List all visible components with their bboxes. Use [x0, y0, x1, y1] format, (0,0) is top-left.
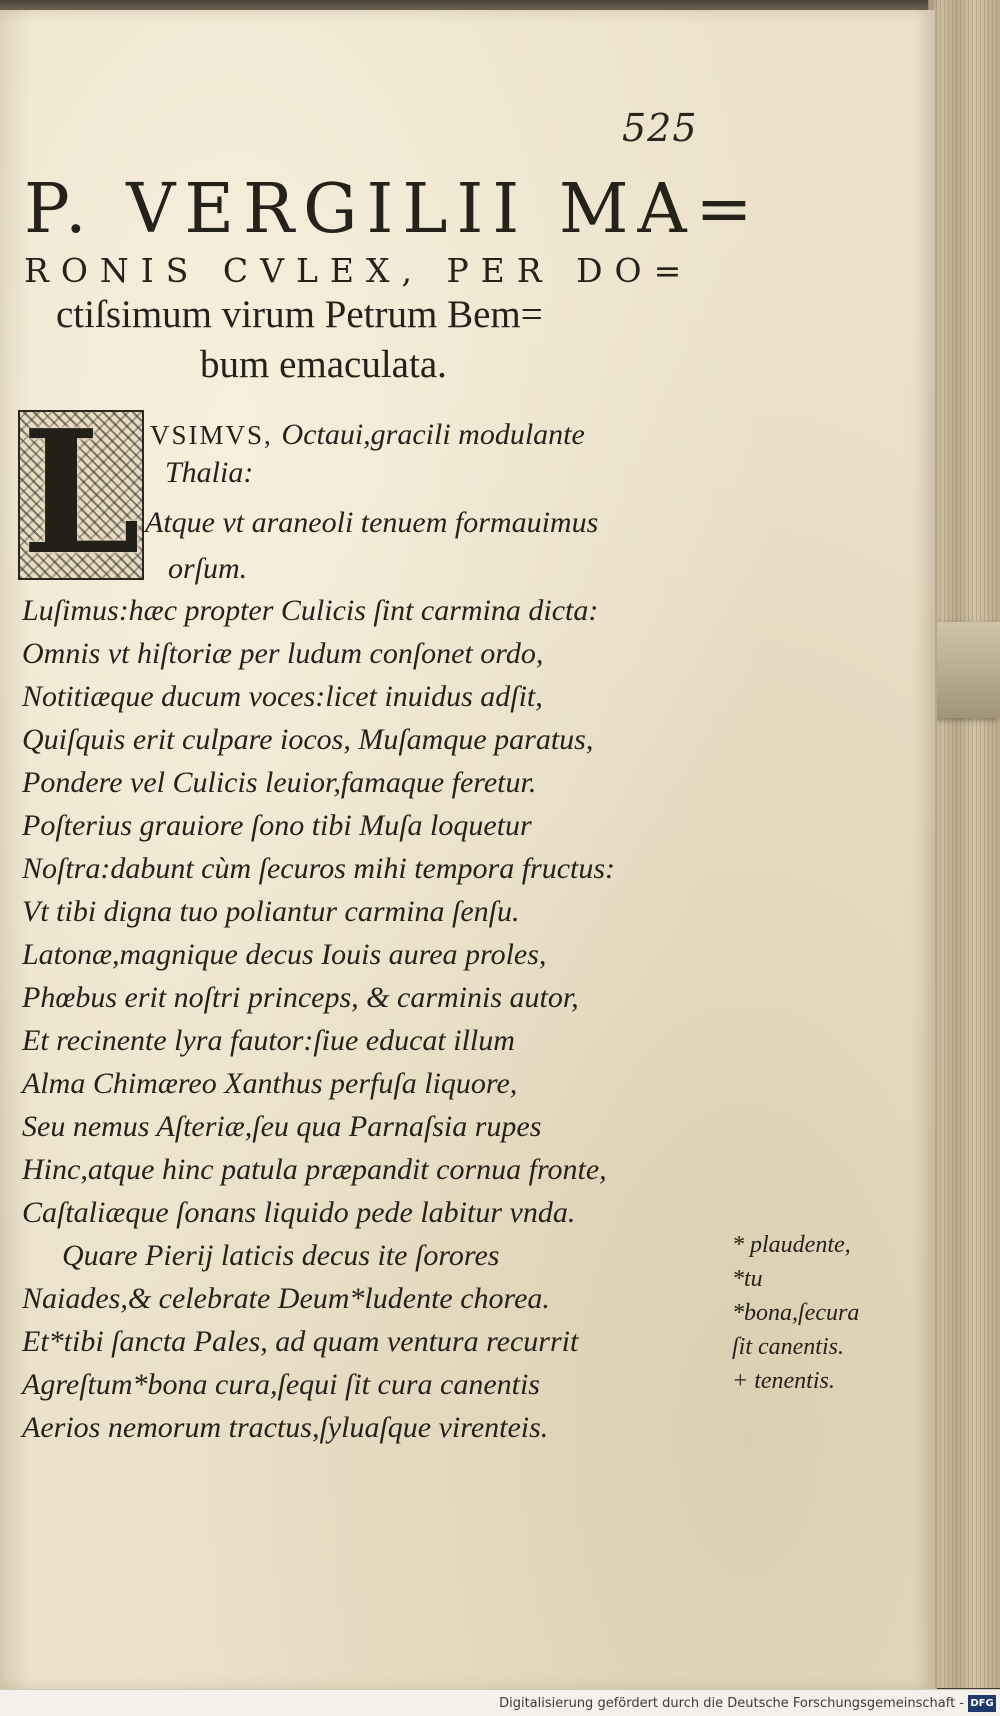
title-line-1: P. VERGILII MA= — [24, 170, 762, 249]
margin-note: *tu — [732, 1266, 763, 1292]
verse-line: Et*tibi ſancta Pales, ad quam ventura recurrit — [22, 1325, 579, 1358]
verse-line: Quare Pierij laticis decus ite ſorores — [62, 1239, 500, 1272]
decorated-initial — [18, 410, 144, 580]
page-number: 525 — [622, 106, 698, 150]
dfg-logo-icon: DFG — [968, 1695, 996, 1712]
verse-line: Atque vt araneoli tenuem formauimus — [145, 506, 599, 539]
margin-note: + tenentis. — [732, 1368, 835, 1394]
verse-line: VSIMVS, Octaui,gracili modulante — [150, 418, 585, 451]
initial-letter: L — [21, 410, 141, 580]
verse-line: orſum. — [168, 552, 248, 585]
verse-line: Caſtaliæque ſonans liquido pede labitur vnda. — [22, 1196, 576, 1229]
verse-line: Luſimus:hæc propter Culicis ſint carmina dicta: — [22, 594, 599, 627]
title-line-3: ctiſsimum virum Petrum Bem= — [56, 293, 543, 336]
verse-line: Hinc,atque hinc patula præpandit cornua fronte, — [22, 1153, 607, 1186]
verse-line: Omnis vt hiſtoriæ per ludum conſonet ordo, — [22, 637, 544, 670]
margin-note: * plaudente, — [732, 1232, 851, 1258]
page-sheet — [0, 10, 937, 1690]
verse-line: Vt tibi digna tuo poliantur carmina ſenſu. — [22, 895, 520, 928]
verse-line: Phœbus erit noſtri princeps, & carminis autor, — [22, 981, 579, 1014]
title-line-4: bum emaculata. — [200, 343, 447, 386]
footer-credit: Digitalisierung gefördert durch die Deutsche Forschungsgemeinschaft - — [499, 1696, 964, 1711]
verse-line: Alma Chimæreo Xanthus perfuſa liquore, — [22, 1067, 518, 1100]
verse-line: Thalia: — [165, 456, 254, 489]
margin-note: *bona,ſecura — [732, 1300, 860, 1326]
verse-line: Seu nemus Aſteriæ,ſeu qua Parnaſsia rupes — [22, 1110, 542, 1143]
verse-line: Pondere vel Culicis leuior,famaque feretur. — [22, 766, 537, 799]
verse-line: Quiſquis erit culpare iocos, Muſamque paratus, — [22, 723, 594, 756]
verse-line: Poſterius grauiore ſono tibi Muſa loquetur — [22, 809, 532, 842]
title-line-2: RONIS CVLEX, PER DO= — [24, 251, 694, 290]
margin-note: ſit canentis. — [732, 1334, 844, 1360]
verse-line: Noſtra:dabunt cùm ſecuros mihi tempora fructus: — [22, 852, 616, 885]
verse-line: Notitiæque ducum voces:licet inuidus adſit, — [22, 680, 543, 713]
footer-bar — [0, 1689, 1000, 1716]
verse-line: Latonæ,magnique decus Iouis aurea proles, — [22, 938, 547, 971]
verse-line: Naiades,& celebrate Deum*ludente chorea. — [22, 1282, 550, 1315]
verse-line: Aerios nemorum tractus,ſyluaſque virenteis. — [22, 1411, 549, 1444]
verse-line: Agreſtum*bona cura,ſequi ſit cura canentis — [22, 1368, 540, 1401]
book-fore-edge — [928, 0, 1000, 1688]
verse-line: Et recinente lyra fautor:ſiue educat illum — [22, 1024, 515, 1057]
